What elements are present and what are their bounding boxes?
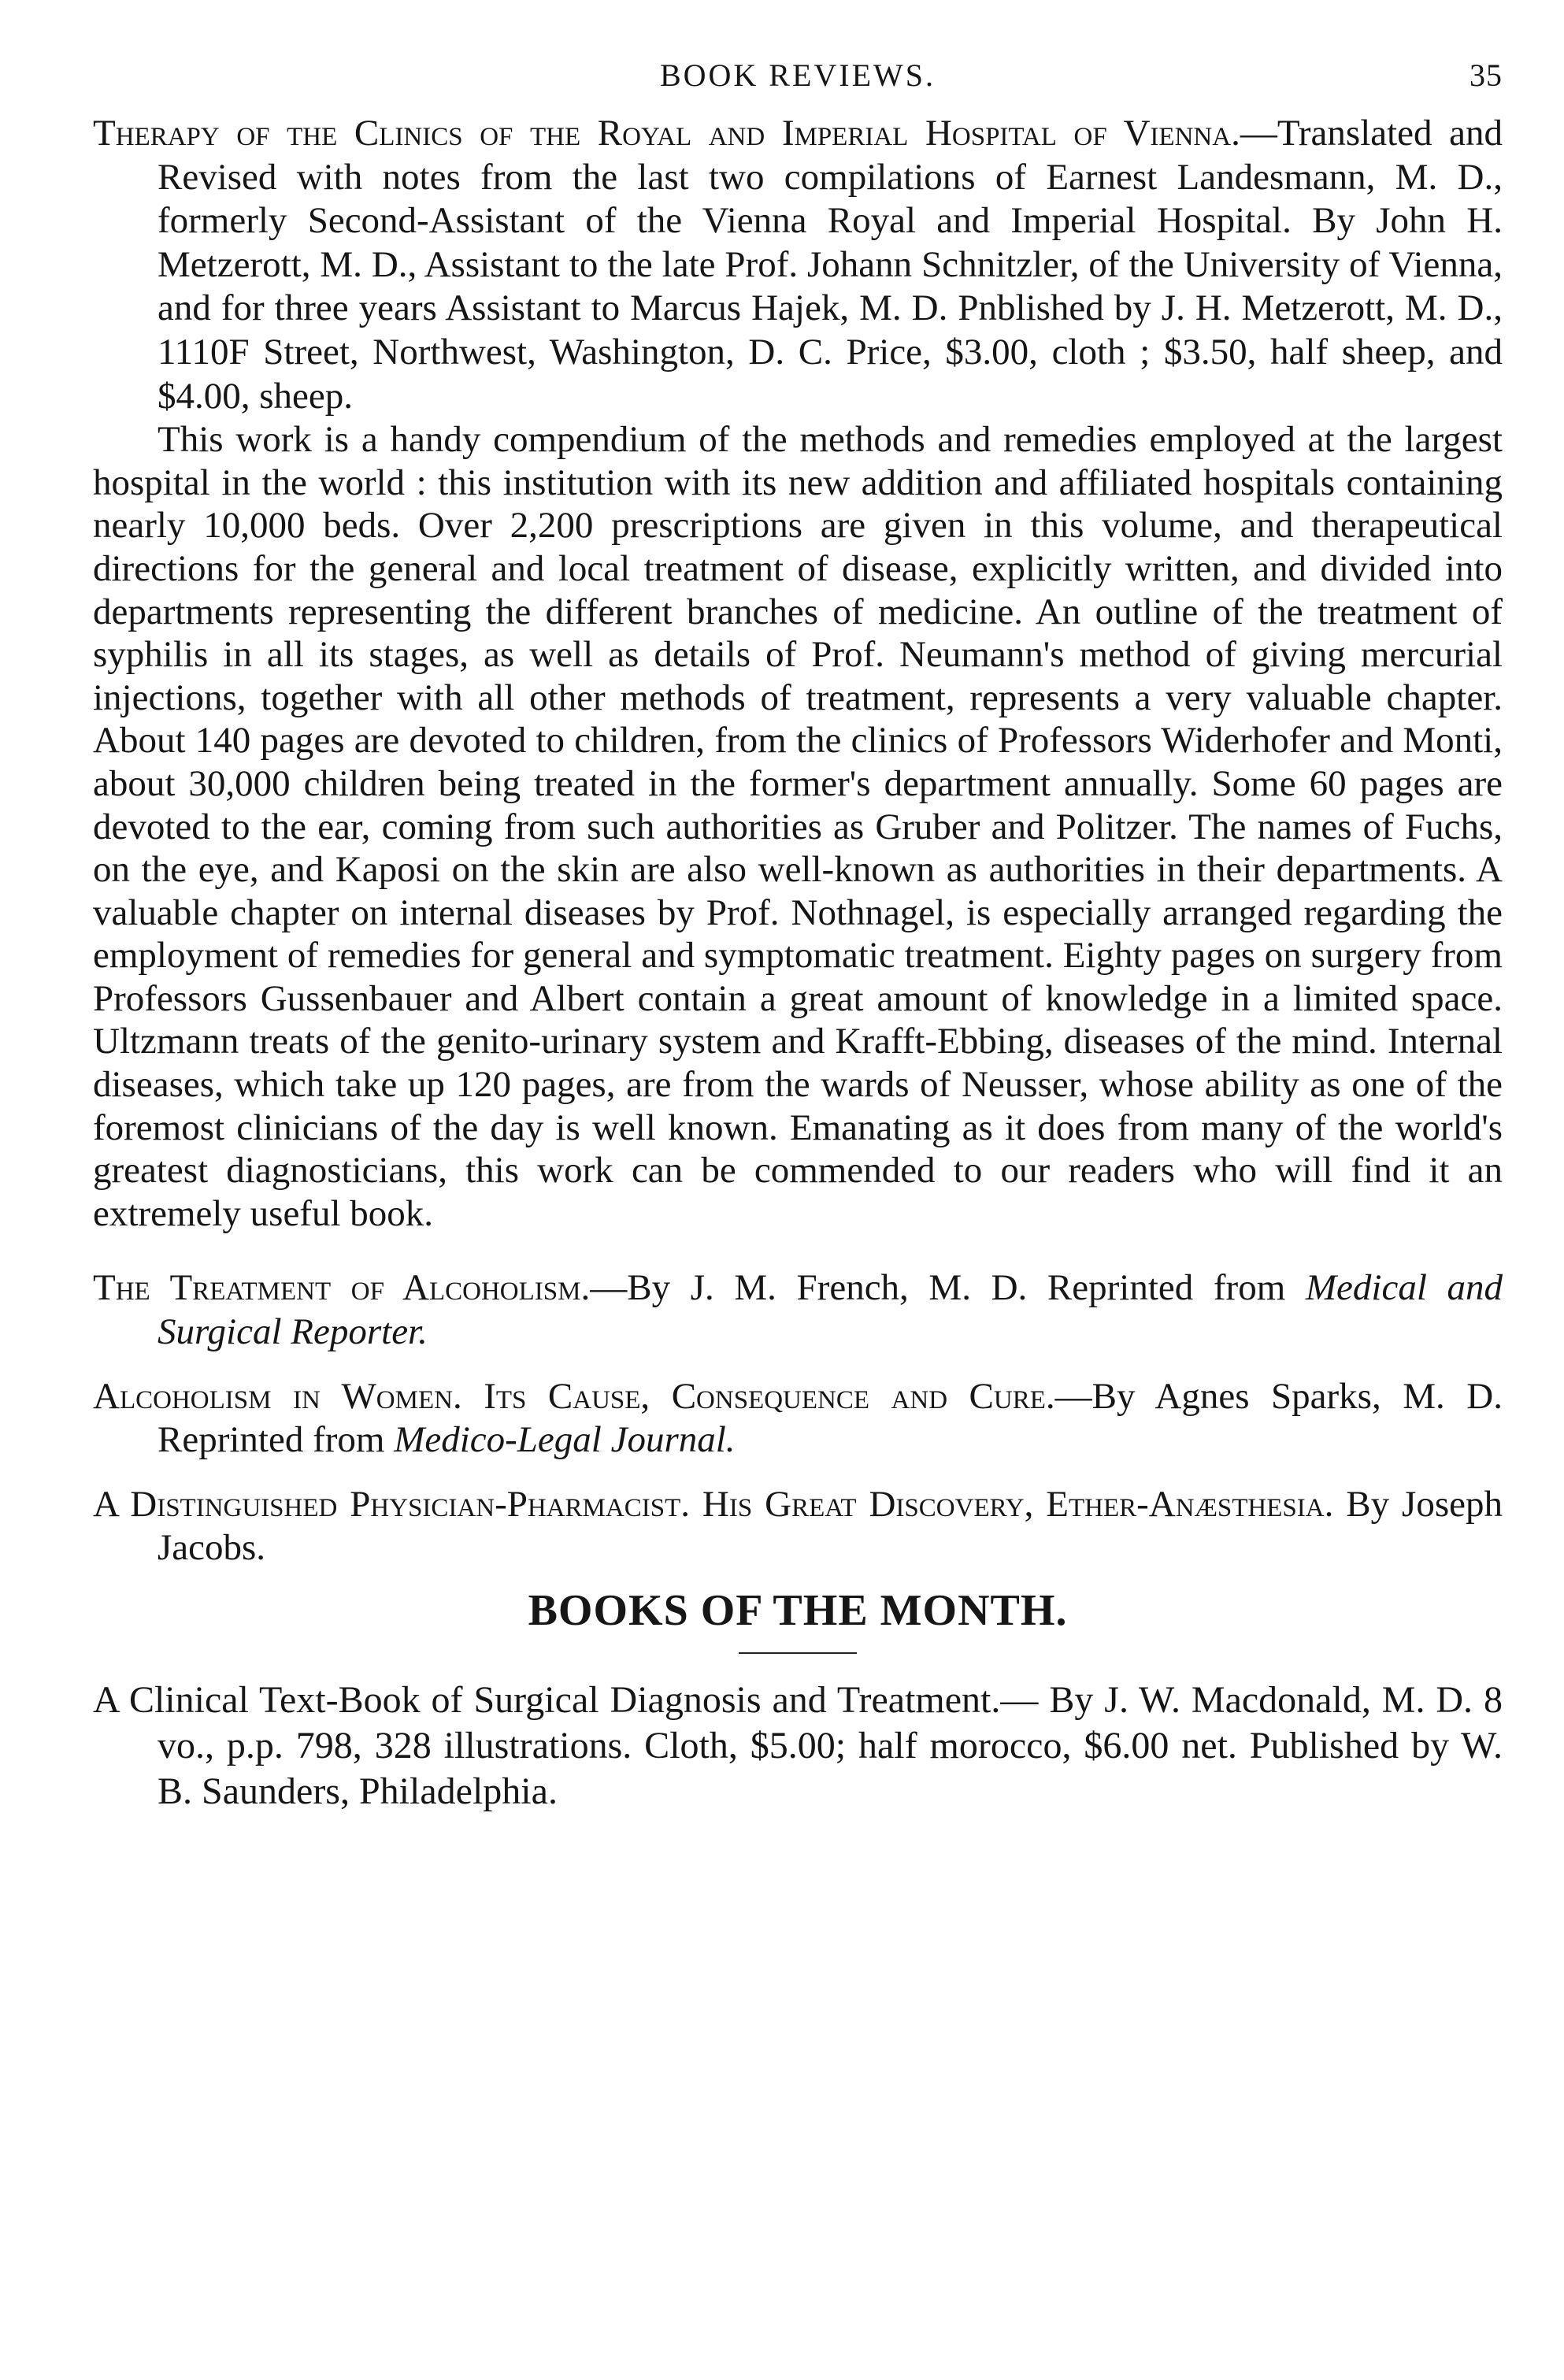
heading-rule (739, 1652, 857, 1654)
review-title: Therapy of the Clinics of the Royal and Imperial Hospital of Vienna. (93, 113, 1240, 154)
page (93, 57, 1503, 1815)
review-source: Medical and Surgical Reporter. (158, 1267, 1503, 1353)
review-title: The Treatment of Alcoholism. (93, 1267, 591, 1309)
review-citation: By Joseph Jacobs. (158, 1483, 1503, 1569)
review-citation: —Translated and Revised with notes from the last two compilations of Earnest Landesmann, M. D., formerly Second-Assistant of the Vienna Royal and Imperial Hospital. By John H. Metzerott, M. D., Assistant to the late Prof. Johann Schnitzler, of the University of Vienna, and for three years Assistant to Marcus Hajek, M. D. Pnblished by J. H. Metzerott, M. D., 1110F Street, Northwest, Washington, D. C. Price, $3.00, cloth ; $3.50, half sheep, and $4.00, sheep. (158, 113, 1503, 417)
book-entry-clinical-textbook (93, 1677, 1503, 1815)
review-body: This work is a handy compendium of the methods and remedies employed at the largest hospital in the world : this institution with its new addition and affiliated hospitals containing nearly 10,000 beds. Over 2,200 prescriptions are given in this volume, and therapeutical directions for the general and local treatment of disease, explicitly written, and divided into departments representing the different branches of medicine. An outline of the treatment of syphilis in all its stages, as well as details of Prof. Neumann's method of giving mercurial injections, together with all other methods of treatment, represents a very valuable chapter. About 140 pages are devoted to children, from the clinics of Professors Widerhofer and Monti, about 30,000 children being treated in the former's department annually. Some 60 pages are devoted to the ear, coming from such authorities as Gruber and Politzer. The names of Fuchs, on the eye, and Kaposi on the skin are also well-known as authorities in their departments. A valuable chapter on internal diseases by Prof. Nothnagel, is especially arranged regarding the employment of remedies for general and symptomatic treatment. Eighty pages on surgery from Professors Gussenbauer and Albert contain a great amount of knowledge in a limited space. Ultzmann treats of the genito-urinary system and Krafft-Ebbing, diseases of the mind. Internal diseases, which take up 120 pages, are from the wards of Neusser, whose ability as one of the foremost clinicians of the day is well known. Emanating as it does from many of the world's greatest diagnosticians, this work can be commended to our readers who will find it an extremely useful book. (93, 419, 1503, 1234)
review-entry-treatment-alcoholism (93, 1266, 1503, 1354)
review-citation: —By J. M. French, M. D. Reprinted from (590, 1267, 1306, 1309)
book-title: A Clinical Text-Book of Surgical Diagnosis and Treatment. (93, 1679, 1001, 1721)
review-citation: —By Agnes Sparks, M. D. Reprinted from (158, 1375, 1503, 1461)
page-number: 35 (1469, 57, 1503, 93)
review-entry-vienna-therapy (93, 112, 1503, 418)
review-entry-physician-pharmacist (93, 1483, 1503, 1570)
running-title: BOOK REVIEWS. (659, 57, 936, 93)
section-heading-books-of-month: BOOKS OF THE MONTH. (528, 1586, 1068, 1635)
book-citation: — By J. W. Macdonald, M. D. 8 vo., p.p. 798, 328 illustrations. Cloth, $5.00; half morocco, $6.00 net. Published by W. B. Saunders, Philadelphia. (158, 1679, 1503, 1812)
review-source: Medico-Legal Journal. (394, 1419, 736, 1461)
review-entry-alcoholism-women (93, 1375, 1503, 1462)
running-header (93, 57, 1503, 112)
review-title: A Distinguished Physician-Pharmacist. His Great Discovery, Ether-Anæsthesia. (93, 1483, 1334, 1525)
review-title: Alcoholism in Women. Its Cause, Consequence and Cure. (93, 1375, 1055, 1417)
